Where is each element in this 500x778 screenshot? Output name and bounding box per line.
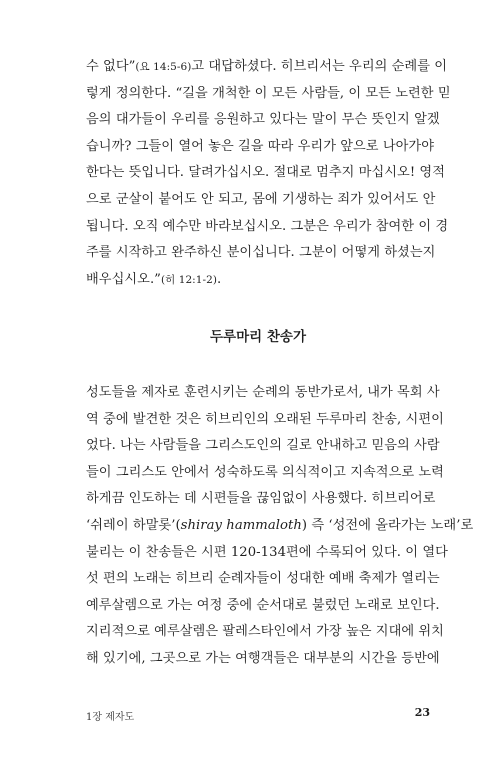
- section-heading: 두루마리 찬송가: [210, 329, 306, 345]
- text-line: 섯 편의 노래는 히브리 순례자들이 성대한 예배 축제가 열리는: [86, 571, 440, 587]
- text-line: [86, 513, 474, 540]
- line-text: ‘쉬레이 하말롯’(: [86, 517, 181, 533]
- line-text: 고 대답하셨다. 히브리서는 우리의 순례를 이: [191, 59, 448, 74]
- text-line: 음의 대가들이 우리를 응원하고 있다는 말이 무슨 뜻인지 알겠: [86, 112, 440, 128]
- text-line: 하게끔 인도하는 데 시편들을 끊임없이 사용했다. 히브리어로: [86, 491, 436, 507]
- text-line: 습니까? 그들이 열어 놓은 길을 따라 우리가 앞으로 나아가야: [86, 138, 434, 154]
- text-line: 예루살렘으로 가는 여정 중에 순서대로 불렀던 노래로 보인다.: [86, 597, 440, 613]
- line-text: 수 없다”: [86, 59, 136, 74]
- paragraph-2: [86, 380, 474, 673]
- text-line: 불리는 이 찬송들은 시편 120-134편에 수록되어 있다. 이 열다: [86, 544, 448, 560]
- text-line: 지리적으로 예루살렘은 팔레스타인에서 가장 높은 지대에 위치: [86, 624, 444, 640]
- page-number: 23: [414, 706, 430, 719]
- text-line: 한다는 뜻입니다. 달려가십시오. 절대로 멈추지 마십시오! 영적: [86, 165, 446, 181]
- text-line: 됩니다. 오직 예수만 바라보십시오. 그분은 우리가 참여한 이 경: [86, 218, 449, 234]
- text-line: 해 있기에, 그곳으로 가는 여행객들은 대부분의 시간을 등반에: [86, 650, 440, 666]
- chapter-footer: 1장 제자도: [86, 712, 135, 723]
- text-line: 주를 시작하고 완주하신 분이십니다. 그분이 어떻게 하셨는지: [86, 245, 436, 261]
- text-line: [86, 54, 448, 81]
- paragraph-1: [86, 54, 451, 293]
- line-text: .: [216, 271, 222, 287]
- transliteration: shiray hammaloth: [180, 517, 302, 533]
- text-line: 성도들을 제자로 훈련시키는 순례의 동반가로서, 내가 목회 사: [86, 385, 440, 400]
- scripture-reference: (요 14:5-6): [135, 61, 192, 73]
- text-line: 역 중에 발견한 것은 히브리인의 오래된 두루마리 찬송, 시편이: [86, 411, 444, 427]
- scripture-reference: (히 12:1-2): [160, 273, 217, 286]
- text-line: 었다. 나는 사람들을 그리스도인의 길로 안내하고 믿음의 사람: [86, 438, 440, 454]
- text-line: 들이 그리스도 안에서 성숙하도록 의식적이고 지속적으로 노력: [86, 464, 444, 480]
- line-text: ) 즉 ‘성전에 올라가는 노래’로: [301, 517, 474, 533]
- text-line: [86, 267, 430, 294]
- text-line: 으로 군살이 붙어도 안 되고, 몸에 기생하는 죄가 있어서도 안: [86, 191, 436, 207]
- text-line: 렇게 정의한다. “길을 개척한 이 모든 사람들, 이 모든 노련한 믿: [86, 85, 451, 101]
- line-text: 배우십시오.”: [86, 271, 161, 287]
